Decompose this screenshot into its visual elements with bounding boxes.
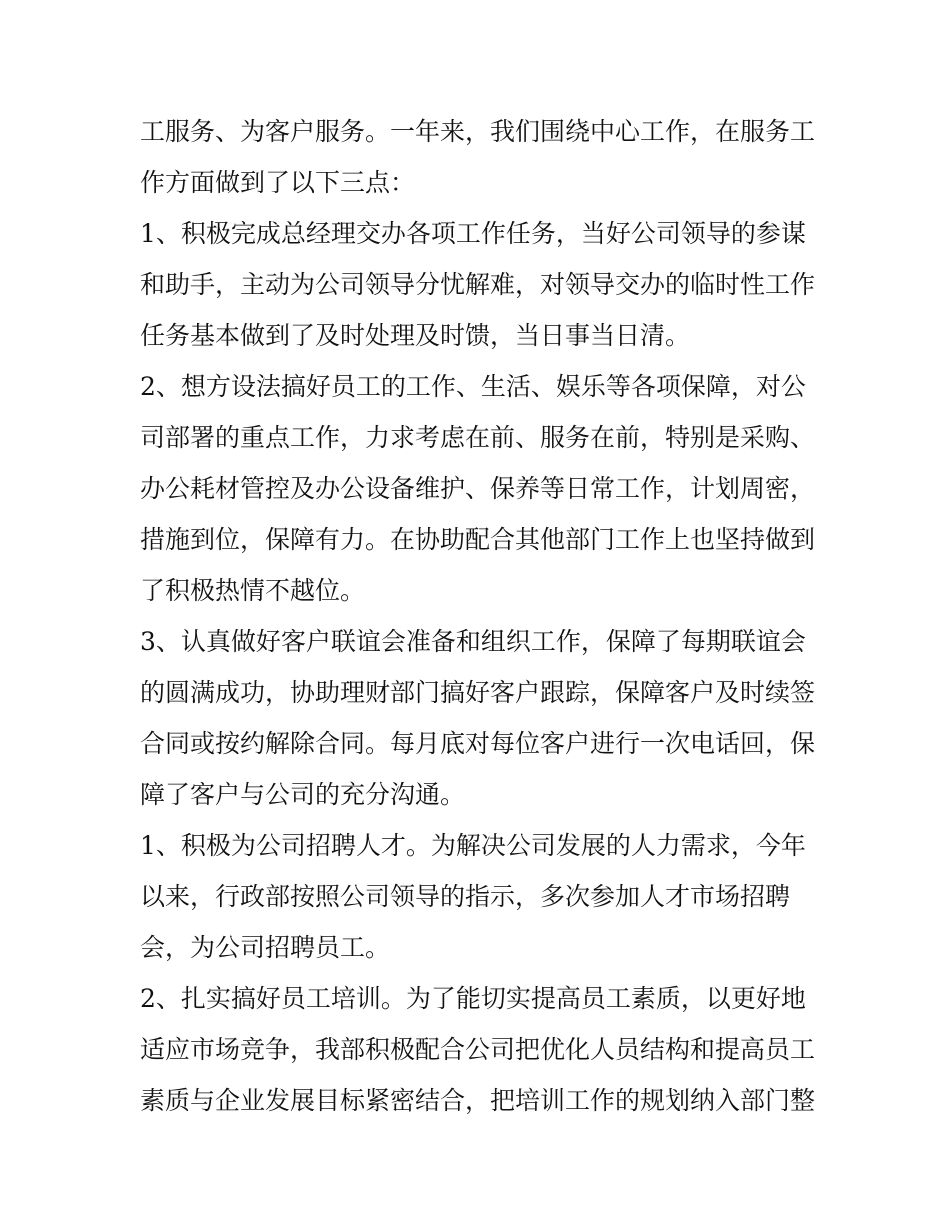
text-line: 了积极热情不越位。 bbox=[140, 576, 366, 605]
text-line: 措施到位，保障有力。在协助配合其他部门工作上也坚持做到 bbox=[140, 525, 816, 554]
paragraph-service-intro bbox=[140, 106, 816, 208]
text-line: 障了客户与公司的充分沟通。 bbox=[140, 780, 466, 809]
text-line: 作方面做到了以下三点： bbox=[140, 168, 416, 197]
text-line: 3、认真做好客户联谊会准备和组织工作，保障了每期联谊会 bbox=[140, 627, 806, 656]
text-line: 任务基本做到了及时处理及时馈，当日事当日清。 bbox=[140, 321, 691, 350]
text-line: 1、积极完成总经理交办各项工作任务，当好公司领导的参谋 bbox=[140, 219, 806, 248]
paragraph-service-point-3 bbox=[140, 616, 816, 820]
paragraph-service-point-1 bbox=[140, 208, 816, 361]
text-line: 2、扎实搞好员工培训。为了能切实提高员工素质，以更好地 bbox=[140, 984, 806, 1013]
text-line: 素质与企业发展目标紧密结合，把培训工作的规划纳入部门整 bbox=[140, 1086, 816, 1115]
text-line: 以来，行政部按照公司领导的指示，多次参加人才市场招聘 bbox=[140, 882, 791, 911]
text-line: 会，为公司招聘员工。 bbox=[140, 933, 391, 962]
document-body bbox=[140, 106, 816, 1126]
paragraph-hr-point-2 bbox=[140, 973, 816, 1126]
text-line: 适应市场竞争，我部积极配合公司把优化人员结构和提高员工 bbox=[140, 1035, 816, 1064]
text-line: 和助手，主动为公司领导分忧解难，对领导交办的临时性工作 bbox=[140, 270, 816, 299]
text-line: 工服务、为客户服务。一年来，我们围绕中心工作，在服务工 bbox=[140, 117, 816, 146]
text-line: 的圆满成功，协助理财部门搞好客户跟踪，保障客户及时续签 bbox=[140, 678, 816, 707]
text-line: 司部署的重点工作，力求考虑在前、服务在前，特别是采购、 bbox=[140, 423, 816, 452]
text-line: 1、积极为公司招聘人才。为解决公司发展的人力需求，今年 bbox=[140, 831, 806, 860]
text-line: 办公耗材管控及办公设备维护、保养等日常工作，计划周密， bbox=[140, 474, 816, 503]
paragraph-hr-point-1 bbox=[140, 820, 816, 973]
paragraph-service-point-2 bbox=[140, 361, 816, 616]
text-line: 2、想方设法搞好员工的工作、生活、娱乐等各项保障，对公 bbox=[140, 372, 806, 401]
text-line: 合同或按约解除合同。每月底对每位客户进行一次电话回，保 bbox=[140, 729, 816, 758]
